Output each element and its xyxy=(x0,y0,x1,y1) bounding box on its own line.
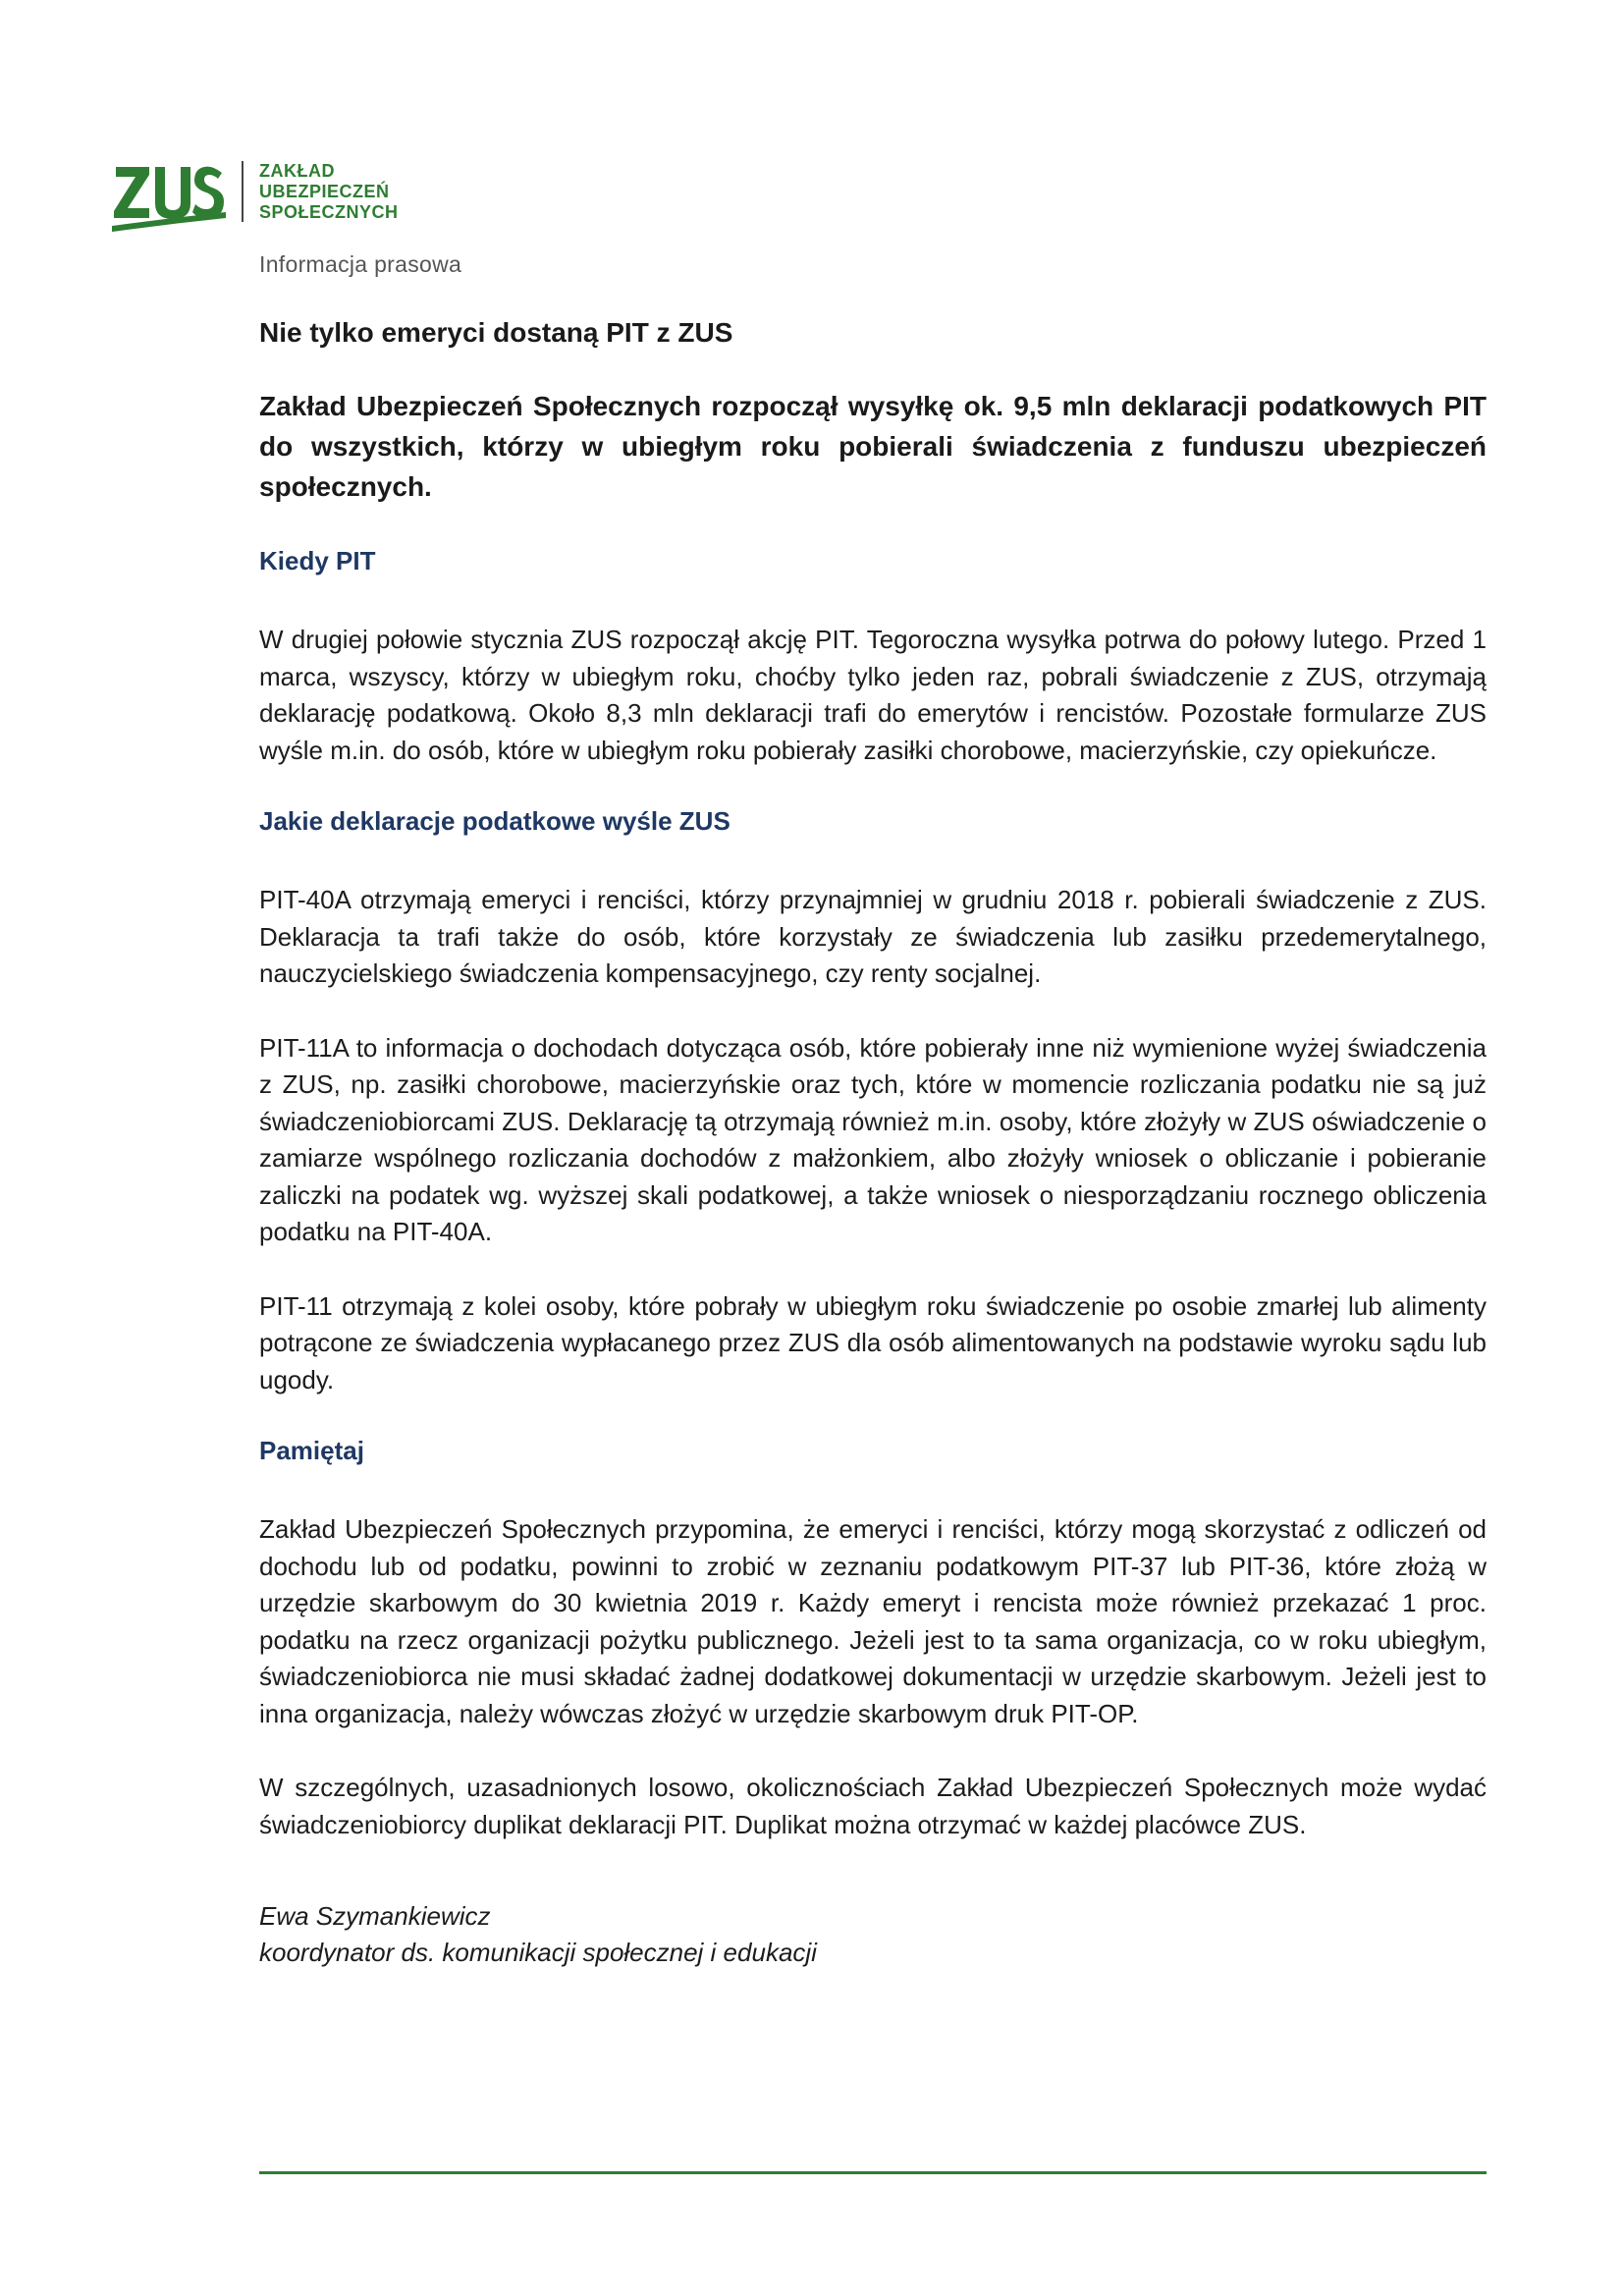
signature-block xyxy=(259,1898,1487,1971)
logo-wordmark xyxy=(259,161,399,223)
signature-role: koordynator ds. komunikacji społecznej i edukacji xyxy=(259,1938,817,1967)
logo-line-3: SPOŁECZNYCH xyxy=(259,202,399,222)
zus-logo-mark xyxy=(110,157,228,236)
document-body xyxy=(259,251,1487,1971)
logo-divider xyxy=(242,161,243,222)
section-heading-kiedy-pit: Kiedy PIT xyxy=(259,546,376,575)
paragraph: PIT-11A to informacja o dochodach dotycząca osób, które pobierały inne niż wymienione wyżej świadczenia z ZUS, np. zasiłki chorobowe, macierzyńskie oraz tych, które w momencie rozliczania podatku nie są już świadczeniobiorcami ZUS. Deklarację tą otrzymają również m.in. osoby, które złożyły w ZUS oświadczenie o zamiarze wspólnego rozliczania dochodów z małżonkiem, albo złożyły wniosek o obliczanie i pobieranie zaliczki na podatek wg. wyższej skali podatkowej, a także wniosek o niesporządzaniu rocznego obliczenia podatku na PIT-40A. xyxy=(259,1032,1487,1246)
section-heading-jakie-deklaracje: Jakie deklaracje podatkowe wyśle ZUS xyxy=(259,806,730,836)
footer-divider xyxy=(259,2171,1487,2174)
paragraph: W drugiej połowie stycznia ZUS rozpoczął akcję PIT. Tegoroczna wysyłka potrwa do połowy lutego. Przed 1 marca, wszyscy, którzy w ubiegłym roku, choćby tylko jeden raz, pobrali świadczenie z ZUS, otrzymają deklarację podatkową. Około 8,3 mln deklaracji trafi do emerytów i rencistów. Pozostałe formularze ZUS wyśle m.in. do osób, które w ubiegłym roku pobierały zasiłki chorobowe, macierzyńskie, czy opiekuńcze. xyxy=(259,625,1487,765)
logo-line-1: ZAKŁAD xyxy=(259,161,335,181)
signature-name: Ewa Szymankiewicz xyxy=(259,1901,491,1931)
paragraph: W szczególnych, uzasadnionych losowo, okolicznościach Zakład Ubezpieczeń Społecznych może wydać świadczeniobiorcy duplikat deklaracji PIT. Duplikat można otrzymać w każdej placówce ZUS. xyxy=(259,1773,1487,1839)
lead-paragraph: Zakład Ubezpieczeń Społecznych rozpoczął wysyłkę ok. 9,5 mln deklaracji podatkowych PIT do wszystkich, którzy w ubiegłym roku pobierali świadczenia z funduszu ubezpieczeń społecznych. xyxy=(259,391,1487,502)
zus-logo xyxy=(110,157,405,236)
paragraph: Zakład Ubezpieczeń Społecznych przypomina, że emeryci i renciści, którzy mogą skorzystać z odliczeń od dochodu lub od podatku, powinni to zrobić w zeznaniu podatkowym PIT-37 lub PIT-36, które złożą w urzędzie skarbowym do 30 kwietnia 2019 r. Każdy emeryt i rencista może również przekazać 1 proc. podatku na rzecz organizacji pożytku publicznego. Jeżeli jest to ta sama organizacja, co w roku ubiegłym, świadczeniobiorca nie musi składać żadnej dodatkowej dokumentacji w urzędzie skarbowym. Jeżeli jest to inna organizacja, należy wówczas złożyć w urzędzie skarbowym druk PIT-OP. xyxy=(259,1514,1487,1728)
paragraph: PIT-40A otrzymają emeryci i renciści, którzy przynajmniej w grudniu 2018 r. pobierali świadczenie z ZUS. Deklaracja ta trafi także do osób, które korzystały ze świadczenia lub zasiłku przedemerytalnego, nauczycielskiego świadczenia kompensacyjnego, czy renty socjalnej. xyxy=(259,885,1487,988)
document-kicker: Informacja prasowa xyxy=(259,251,462,277)
paragraph: PIT-11 otrzymają z kolei osoby, które pobrały w ubiegłym roku świadczenie po osobie zmarłej lub alimenty potrącone ze świadczenia wypłacanego przez ZUS dla osób alimentowanych na podstawie wyroku sądu lub ugody. xyxy=(259,1290,1487,1394)
section-heading-pamietaj: Pamiętaj xyxy=(259,1436,364,1465)
logo-line-2: UBEZPIECZEŃ xyxy=(259,182,390,201)
page-title: Nie tylko emeryci dostaną PIT z ZUS xyxy=(259,317,733,348)
